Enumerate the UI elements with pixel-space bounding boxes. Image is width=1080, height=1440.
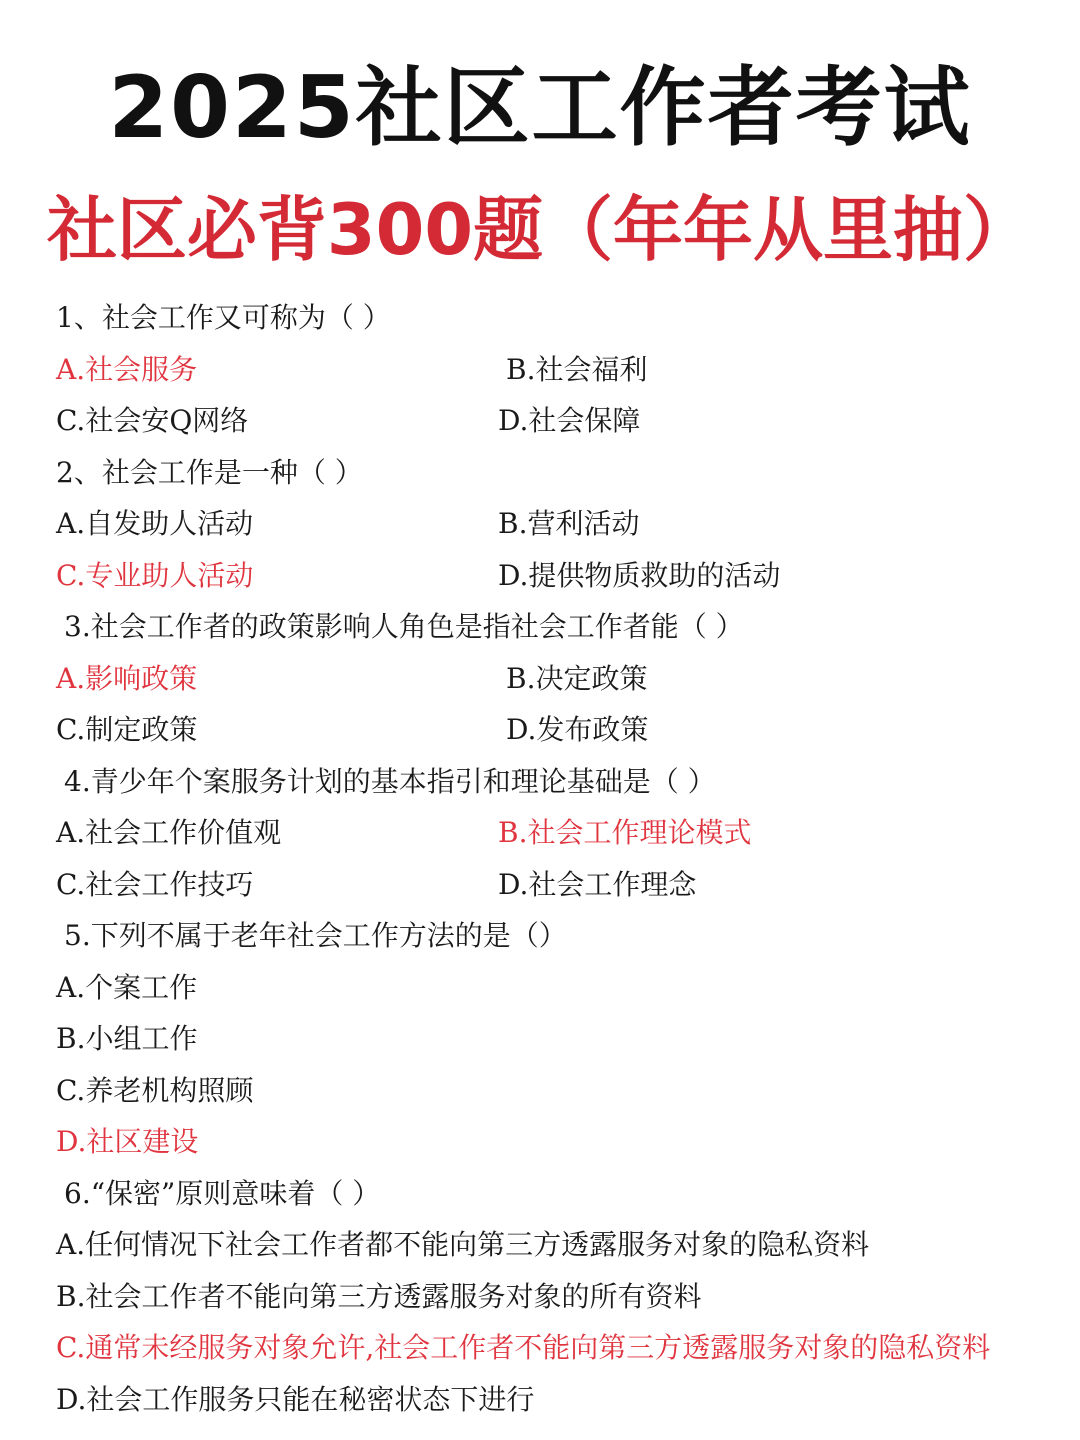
question-1-option-a: A.社会服务 <box>56 352 198 386</box>
question-1-options-row-1 <box>56 344 1056 396</box>
question-1-option-b: B.社会福利 <box>506 352 648 386</box>
question-3-option-b: B.决定政策 <box>506 661 648 695</box>
question-4-option-a: A.社会工作价值观 <box>56 816 282 849</box>
question-4-option-b: B.社会工作理论模式 <box>498 816 752 849</box>
question-1-stem: 1、社会工作又可称为（ ） <box>56 301 391 334</box>
question-1-options-row-2 <box>56 395 1056 447</box>
question-list <box>56 292 1056 1425</box>
question-6-stem: 6.“保密”原则意味着（ ） <box>64 1176 381 1210</box>
question-4-stem: 4.青少年个案服务计划的基本指引和理论基础是（ ） <box>64 764 716 798</box>
question-2-option-c: C.专业助人活动 <box>56 558 254 592</box>
question-2-options-row-1 <box>56 498 1056 550</box>
question-1-option-d: D.社会保障 <box>498 404 641 437</box>
question-4-options-row-2 <box>56 859 1056 911</box>
question-3-option-c: C.制定政策 <box>56 713 198 746</box>
question-2-option-a: A.自发助人活动 <box>56 507 254 540</box>
question-6-option-c: C.通常未经服务对象允许,社会工作者不能向第三方透露服务对象的隐私资料 <box>56 1331 991 1364</box>
page-subtitle: 社区必背300题（年年从里抽） <box>46 189 1034 271</box>
question-2-option-b: B.营利活动 <box>498 507 640 540</box>
question-4-option-c: C.社会工作技巧 <box>56 867 254 901</box>
question-6-option-d: D.社会工作服务只能在秘密状态下进行 <box>56 1382 535 1416</box>
question-2-option-d: D.提供物质救助的活动 <box>498 558 781 592</box>
question-6-option-b: B.社会工作者不能向第三方透露服务对象的所有资料 <box>56 1279 702 1313</box>
question-4-options-row-1 <box>56 807 1056 859</box>
question-3-options-row-1 <box>56 653 1056 705</box>
question-3-options-row-2 <box>56 704 1056 756</box>
question-5-option-d: D.社区建设 <box>56 1125 199 1158</box>
question-6-option-a: A.任何情况下社会工作者都不能向第三方透露服务对象的隐私资料 <box>56 1228 870 1261</box>
question-4-option-d: D.社会工作理念 <box>498 867 697 901</box>
question-5-stem: 5.下列不属于老年社会工作方法的是（） <box>64 919 567 952</box>
question-3-option-d: D.发布政策 <box>506 713 649 746</box>
question-5-option-a: A.个案工作 <box>56 970 198 1004</box>
question-2-options-row-2 <box>56 550 1056 602</box>
question-3-option-a: A.影响政策 <box>56 661 198 695</box>
question-5-option-c: C.养老机构照顾 <box>56 1073 254 1107</box>
question-1-option-c: C.社会安Q网络 <box>56 404 249 437</box>
question-5-option-b: B.小组工作 <box>56 1022 198 1055</box>
question-3-stem: 3.社会工作者的政策影响人角色是指社会工作者能（ ） <box>64 610 744 643</box>
page-title: 2025社区工作者考试 <box>108 58 972 158</box>
question-2-stem: 2、社会工作是一种（ ） <box>56 455 363 489</box>
